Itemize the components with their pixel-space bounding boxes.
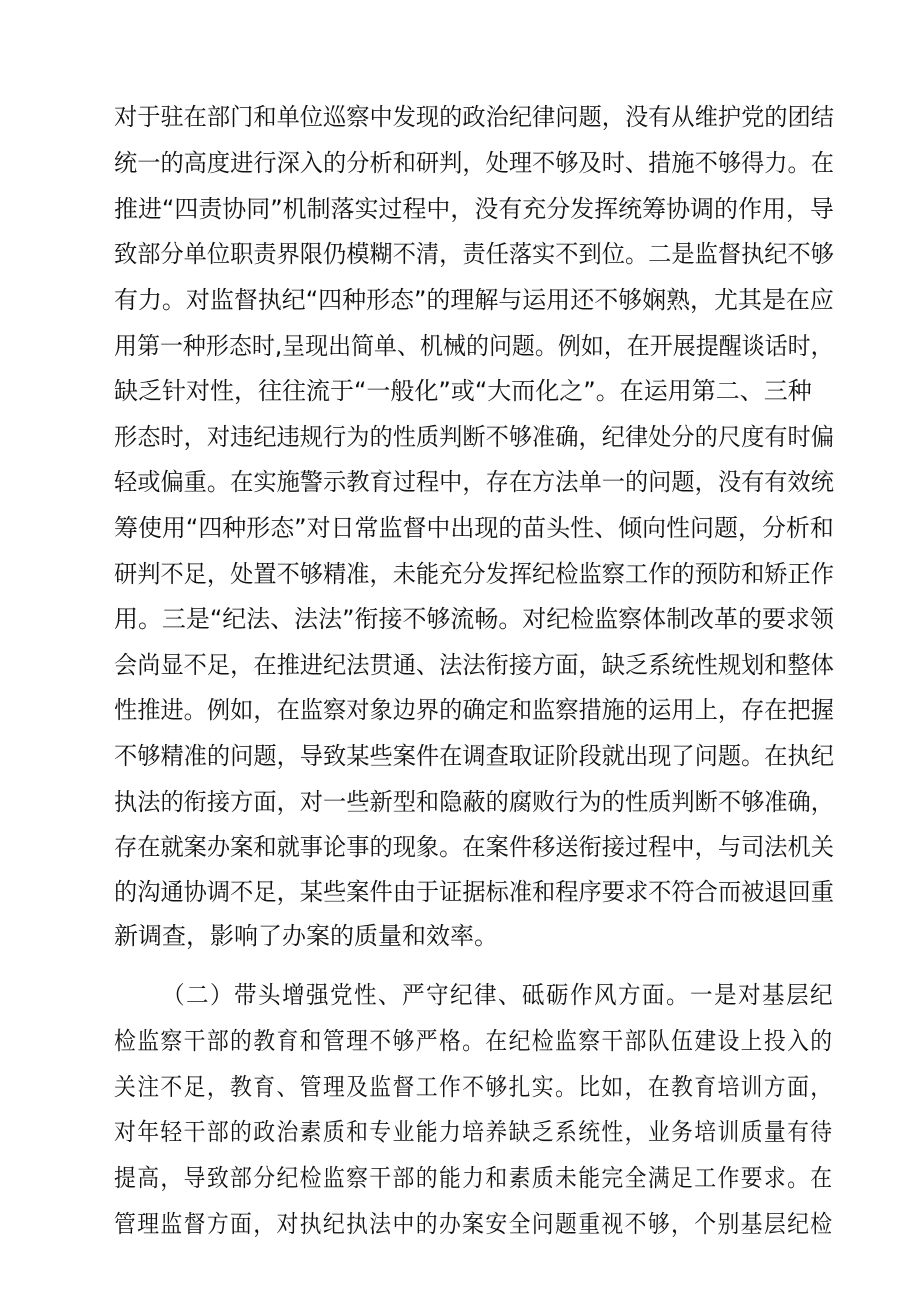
- paragraph-1-line: 缺乏针对性，往往流于“一般化”或“大而化之”。在运用第二、三种: [114, 377, 812, 405]
- paragraph-2-line: 检监察干部的教育和管理不够严格。在纪检监察干部队伍建设上投入的: [114, 1027, 834, 1055]
- paragraph-1-line: 对于驻在部门和单位巡察中发现的政治纪律问题，没有从维护党的团结: [114, 103, 834, 131]
- paragraph-1-line: 执法的衔接方面，对一些新型和隐蔽的腐败行为的性质判断不够准确，: [114, 788, 834, 816]
- paragraph-2-line: （二）带头增强党性、严守纪律、砥砺作风方面。一是对基层纪: [162, 981, 835, 1009]
- paragraph-1-line: 的沟通协调不足，某些案件由于证据标准和程序要求不符合而被退回重: [114, 878, 834, 906]
- paragraph-1-line: 会尚显不足，在推进纪法贯通、法法衔接方面，缺乏系统性规划和整体: [114, 651, 834, 679]
- paragraph-1-line: 研判不足，处置不够精准，未能充分发挥纪检监察工作的预防和矫正作: [114, 560, 834, 588]
- paragraph-1-line: 轻或偏重。在实施警示教育过程中，存在方法单一的问题，没有有效统: [114, 468, 834, 496]
- paragraph-2-line: 提高，导致部分纪检监察干部的能力和素质未能完全满足工作要求。在: [114, 1164, 834, 1192]
- paragraph-1-line: 形态时，对违纪违规行为的性质判断不够准确，纪律处分的尺度有时偏: [114, 423, 834, 451]
- paragraph-1-line: 新调查，影响了办案的质量和效率。: [114, 922, 498, 950]
- paragraph-2-line: 对年轻干部的政治素质和专业能力培养缺乏系统性，业务培训质量有待: [114, 1118, 834, 1146]
- paragraph-1-line: 筹使用“四种形态”对日常监督中出现的苗头性、倾向性问题，分析和: [114, 514, 834, 542]
- paragraph-1-line: 用。三是“纪法、法法”衔接不够流畅。对纪检监察体制改革的要求领: [114, 605, 834, 633]
- paragraph-1-line: 致部分单位职责界限仍模糊不清，责任落实不到位。二是监督执纪不够: [114, 240, 834, 268]
- paragraph-1-line: 推进“四责协同”机制落实过程中，没有充分发挥统筹协调的作用，导: [114, 195, 834, 223]
- paragraph-1-line: 不够精准的问题，导致某些案件在调查取证阶段就出现了问题。在执纪: [114, 742, 834, 770]
- paragraph-2-line: 管理监督方面，对执纪执法中的办案安全问题重视不够，个别基层纪检: [114, 1210, 834, 1238]
- paragraph-2-line: 关注不足，教育、管理及监督工作不够扎实。比如，在教育培训方面，: [114, 1073, 834, 1101]
- paragraph-1-line: 存在就案办案和就事论事的现象。在案件移送衔接过程中，与司法机关: [114, 833, 834, 861]
- paragraph-1-line: 用第一种形态时,呈现出简单、机械的问题。例如，在开展提醒谈话时，: [114, 332, 834, 360]
- paragraph-1-line: 有力。对监督执纪“四种形态”的理解与运用还不够娴熟，尤其是在应: [114, 286, 834, 314]
- paragraph-1-line: 性推进。例如，在监察对象边界的确定和监察措施的运用上，存在把握: [114, 696, 834, 724]
- paragraph-1-line: 统一的高度进行深入的分析和研判，处理不够及时、措施不够得力。在: [114, 149, 834, 177]
